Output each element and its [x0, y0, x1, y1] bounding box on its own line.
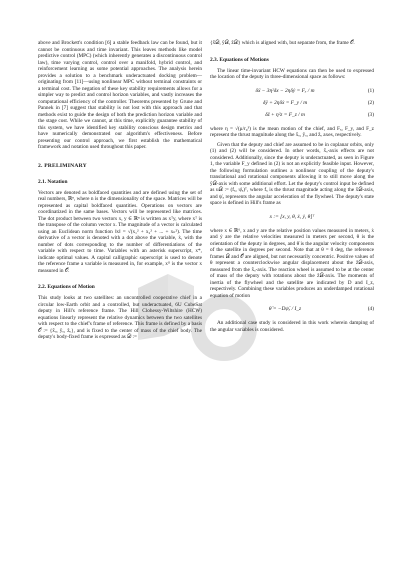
frame-definition-continued: {x̂𝒟, ŷ𝒟, ẑ𝒟} which is aligned with, but separate from, the frame 𝒪. — [210, 40, 355, 46]
case-study-paragraph: An additional case study is considered in this work wherein damping of the angular variables is considered. — [210, 320, 374, 333]
hcw-equations — [210, 85, 374, 121]
hcw-intro-paragraph: The linear time-invariant HCW equations can then be used to expressed the location of the deputy in three-dimensional space as follows: — [210, 67, 374, 80]
state-vector-body: x := [x, y, θ, ẋ, ẏ, θ̇]ᵀ — [269, 213, 315, 220]
equation-3-body: δz̈ + η²z = F_z / m — [265, 111, 305, 118]
equation-2-number: (2) — [367, 99, 374, 106]
mean-motion-paragraph: where η = √(μ/r₀³) is the mean motion of the chief, and Fₓ, F_y, and F_z represent the thrust magnitude along the x̂ₒ, ŷₒ, and ẑₒ axes, respectively. — [210, 125, 374, 138]
equations-of-motion-paragraph: This study looks at two satellites: an uncontrolled cooperative chief in a circular low-Earth orbit and a controlled, but underactuated, 6U CubeSat deputy in Hill's reference frame. The Hill Clohessy-Wiltshire (HCW) equations linearly represent the relative dynamics between the two satellites with respect to the chief's frame of reference. This frame is defined by a basis 𝒪 := {x̂ₒ, ŷₒ, ẑₒ}, and is fixed to the center of mass of the chief body. The deputy's body-fixed frame is expressed as 𝒟 := — [38, 295, 202, 340]
state-vector-equation — [210, 211, 374, 223]
left-column — [38, 40, 202, 344]
section-heading-preliminary: 2. PRELIMINARY — [38, 162, 87, 169]
equation-3 — [210, 109, 374, 121]
state-variables-paragraph: where x ∈ ℝ⁶, x and y are the relative position values measured in meters, ẋ and ẏ are the relative velocities measured in meters per second, θ is the orientation of the deputy in degrees, and θ̇ is the angular velocity components of the satellite in degrees per second. Note that at θ = 0 deg, the reference frames 𝒟 and 𝒪 are aligned, but not necessarily concentric. Positive values of θ represent a counterclockwise angular displacement about the ẑ𝒟-axis, measured from the x̂ₒ-axis. The reaction wheel is assumed to be at the center of mass of the deputy with rotations about the ẑ𝒟-axis. The moments of inertia of the flywheel and the satellite are indicated by D and I_z, respectively. Combining these variables produces an underdamped rotational equation of motion — [210, 227, 374, 299]
equation-4-body: θ̈ = −Dψ̈ₓ / I_z — [268, 306, 302, 312]
equation-1-number: (1) — [367, 87, 374, 94]
equation-4 — [210, 303, 374, 315]
right-column — [210, 40, 374, 336]
equation-1 — [210, 85, 374, 97]
equation-2-body: δÿ + 2ηδẋ = F_y / m — [262, 99, 308, 106]
subsection-heading-equations-of-motions: 2.3. Equations of Motions — [210, 56, 269, 63]
equation-4-number: (4) — [367, 306, 374, 312]
intro-paragraph-continued: above and Brockett's condition [6] a stable feedback law can be found, but it cannot be continuous and time invariant. This leaves methods like model predictive control (MPC) (which inherently generates a discontinuous control law), time varying control, control over a manifold, hybrid control, and reinforcement learning as some potential approaches. The analysis herein provides a solution to a benchmark underactuated docking problem—originating from [11]—using nonlinear MPC without terminal constraints or a terminal cost. The negation of these key stability requirements allows for a simpler way to predict and control horizon variables, and vastly increases the computational efficiency of the controller. Theorems presented by Grune and Pannek in [7] suggest that stability is not lost with this approach and that methods exist to guide the design of both the prediction horizon variable and the stage cost. While we cannot, at this time, explicitly guarantee stability of this system, we have identified key stability conscious design metrics and have numerically demonstrated our algorithm's effectiveness. Before presenting our control approach, we first establish the mathematical framework and notation used throughout this paper. — [38, 40, 202, 150]
equation-1-body: δẍ − 3η²δx − 2ηδẏ = Fₓ / m — [255, 87, 315, 94]
subsection-heading-equations-of-motion: 2.2. Equations of Motion — [38, 284, 95, 290]
equation-2 — [210, 97, 374, 109]
notation-paragraph: Vectors are denoted as boldfaced quantities and are defined using the set of real numbers, ℝⁿ, where n is the dimensionality of the space. Matrices will be represented as capital boldfaced quantities. Operations on vectors are coordinatized in the same bases. Vectors will be represented like matrices. The dot product between two vectors x, y ∈ ℝⁿ is written as xᵀy, where xᵀ is the transpose of the column vector x. The magnitude of a vector is calculated using an Euclidean norm function ‖x‖ = √(x₁² + x₂² + ... + xₙ²). The time derivative of a vector is denoted with a dot above the variable, ẋ, with the number of dots corresponding to the number of differentiations of the variable with respect to time. Variables with an asterisk superscript, x*, indicate optimal values. A capital calligraphic superscript is used to denote the reference frame a variable is measured in, for example, xᴼ is the vector x measured in 𝒪. — [38, 189, 202, 274]
equation-3-number: (3) — [367, 111, 374, 118]
coplanar-paragraph: Given that the deputy and chief are assumed to be in coplanar orbits, only (1) and (2) will be considered. In other words, x̂ₒ-axis effects are not considered. Additionally, since the deputy is underactuated, as seen in Figure 1, the variable F_y defined in (2) is not an explicitly feasible input. However, the following formulation outlines a nonlinear coupling of the deputy's translational and rotational components allowing it to still move along the ŷ𝒟-axis with some additional effort. Let the deputy's control input be defined as u𝒟 := (fₓ, ψ̇ₓ)ᵀ, where fₓ is the thrust magnitude acting along the x̂𝒟-axis, and ψ̇ₓ represents the angular acceleration of the flywheel. The deputy's state space is defined in Hill's frame as — [210, 141, 374, 206]
subsection-heading-notation: 2.1. Notation — [38, 178, 68, 185]
